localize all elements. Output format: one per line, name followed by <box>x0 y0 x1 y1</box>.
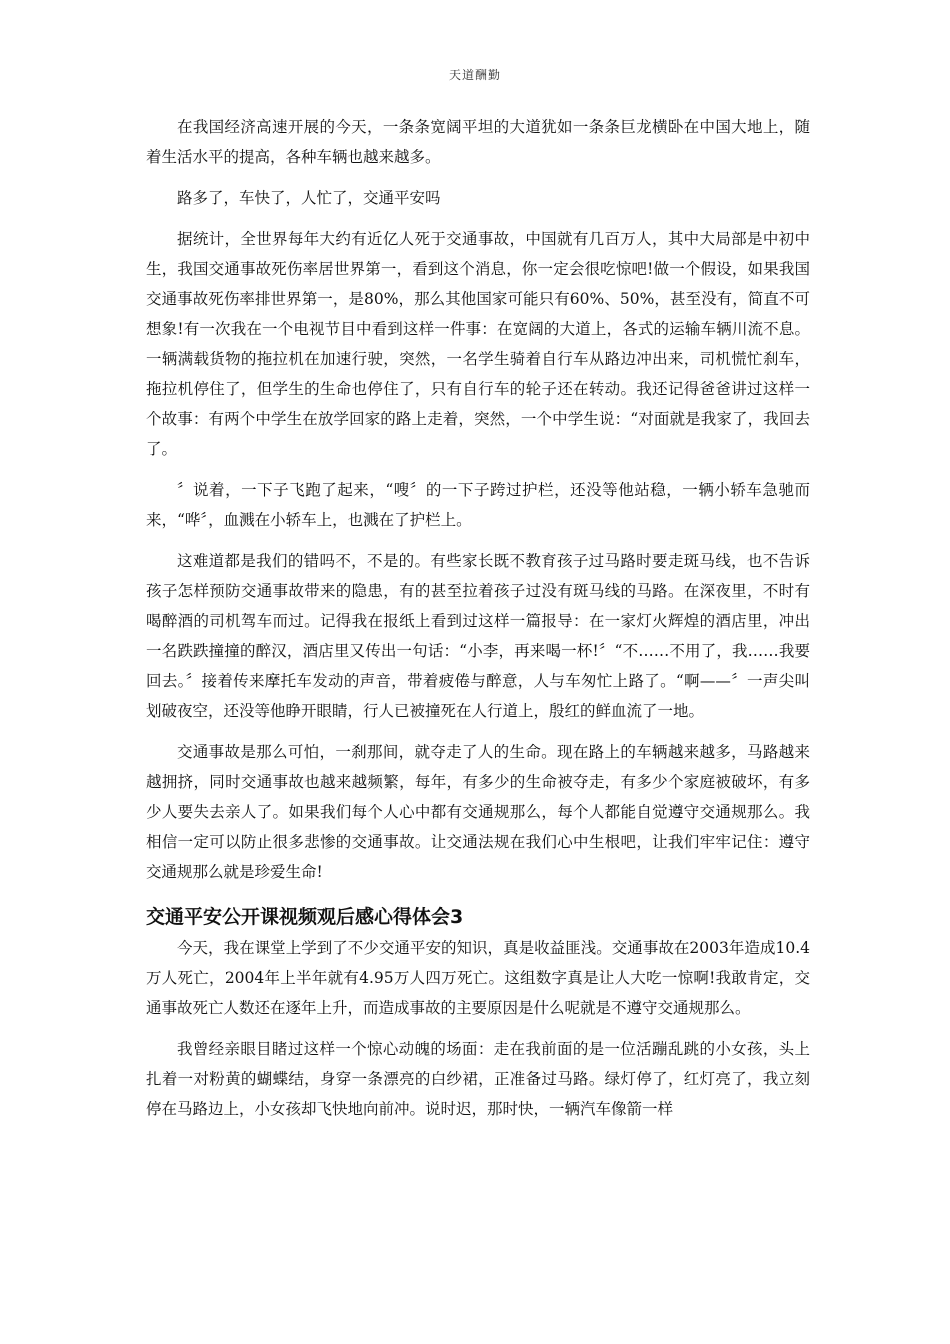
paragraph: 〞说着，一下子飞跑了起来，“嗖〞的一下子跨过护栏，还没等他站稳，一辆小轿车急驰而来，“哗〞，血溅在小轿车上，也溅在了护栏上。 <box>146 481 810 529</box>
paragraph: 路多了，车快了，人忙了，交通平安吗 <box>177 189 441 207</box>
paragraph: 交通事故是那么可怕，一刹那间，就夺走了人的生命。现在路上的车辆越来越多，马路越来越拥挤，同时交通事故也越来越频繁，每年，有多少的生命被夺走，有多少个家庭被破坏，有多少人要失去亲人了。如果我们每个人心中都有交通规那么，每个人都能自觉遵守交通规那么。我相信一定可以防止很多悲惨的交通事故。让交通法规在我们心中生根吧，让我们牢牢记住：遵守交通规那么就是珍爱生命! <box>146 743 810 881</box>
paragraph: 今天，我在课堂上学到了不少交通平安的知识，真是收益匪浅。交通事故在2003年造成10.4万人死亡，2004年上半年就有4.95万人四万死亡。这组数字真是让人大吃一惊啊!我敢肯定，交通事故死亡人数还在逐年上升，而造成事故的主要原因是什么呢就是不遵守交通规那么。 <box>146 939 810 1017</box>
paragraph: 在我国经济高速开展的今天，一条条宽阔平坦的大道犹如一条条巨龙横卧在中国大地上，随着生活水平的提高，各种车辆也越来越多。 <box>146 118 810 166</box>
paragraph: 我曾经亲眼目睹过这样一个惊心动魄的场面：走在我前面的是一位活蹦乱跳的小女孩，头上扎着一对粉黄的蝴蝶结，身穿一条漂亮的白纱裙，正准备过马路。绿灯停了，红灯亮了，我立刻停在马路边上，小女孩却飞快地向前冲。说时迟，那时快，一辆汽车像箭一样 <box>146 1040 810 1118</box>
paragraph: 据统计，全世界每年大约有近亿人死于交通事故，中国就有几百万人，其中大局部是中初中生，我国交通事故死伤率居世界第一，看到这个消息，你一定会很吃惊吧!做一个假设，如果我国交通事故死伤率排世界第一，是80%，那么其他国家可能只有60%、50%，甚至没有，简直不可想象!有一次我在一个电视节目中看到这样一件事：在宽阔的大道上，各式的运输车辆川流不息。一辆满载货物的拖拉机在加速行驶，突然，一名学生骑着自行车从路边冲出来，司机慌忙刹车，拖拉机停住了，但学生的生命也停住了，只有自行车的轮子还在转动。我还记得爸爸讲过这样一个故事：有两个中学生在放学回家的路上走着，突然，一个中学生说：“对面就是我家了，我回去了。 <box>146 230 810 458</box>
document-body <box>146 112 810 1135</box>
paragraph: 这难道都是我们的错吗不，不是的。有些家长既不教育孩子过马路时要走斑马线，也不告诉孩子怎样预防交通事故带来的隐患，有的甚至拉着孩子过没有斑马线的马路。在深夜里，不时有喝醉酒的司机驾车而过。记得我在报纸上看到过这样一篇报导：在一家灯火辉煌的酒店里，冲出一名跌跌撞撞的醉汉，酒店里又传出一句话：“小李，再来喝一杯!〞“不……不用了，我……我要回去。〞接着传来摩托车发动的声音，带着疲倦与醉意，人与车匆忙上路了。“啊——〞一声尖叫划破夜空，还没等他睁开眼睛，行人已被撞死在人行道上，殷红的鲜血流了一地。 <box>146 552 810 720</box>
section-heading: 交通平安公开课视频观后感心得体会3 <box>146 906 464 928</box>
page-header: 天道酬勤 <box>448 68 501 82</box>
